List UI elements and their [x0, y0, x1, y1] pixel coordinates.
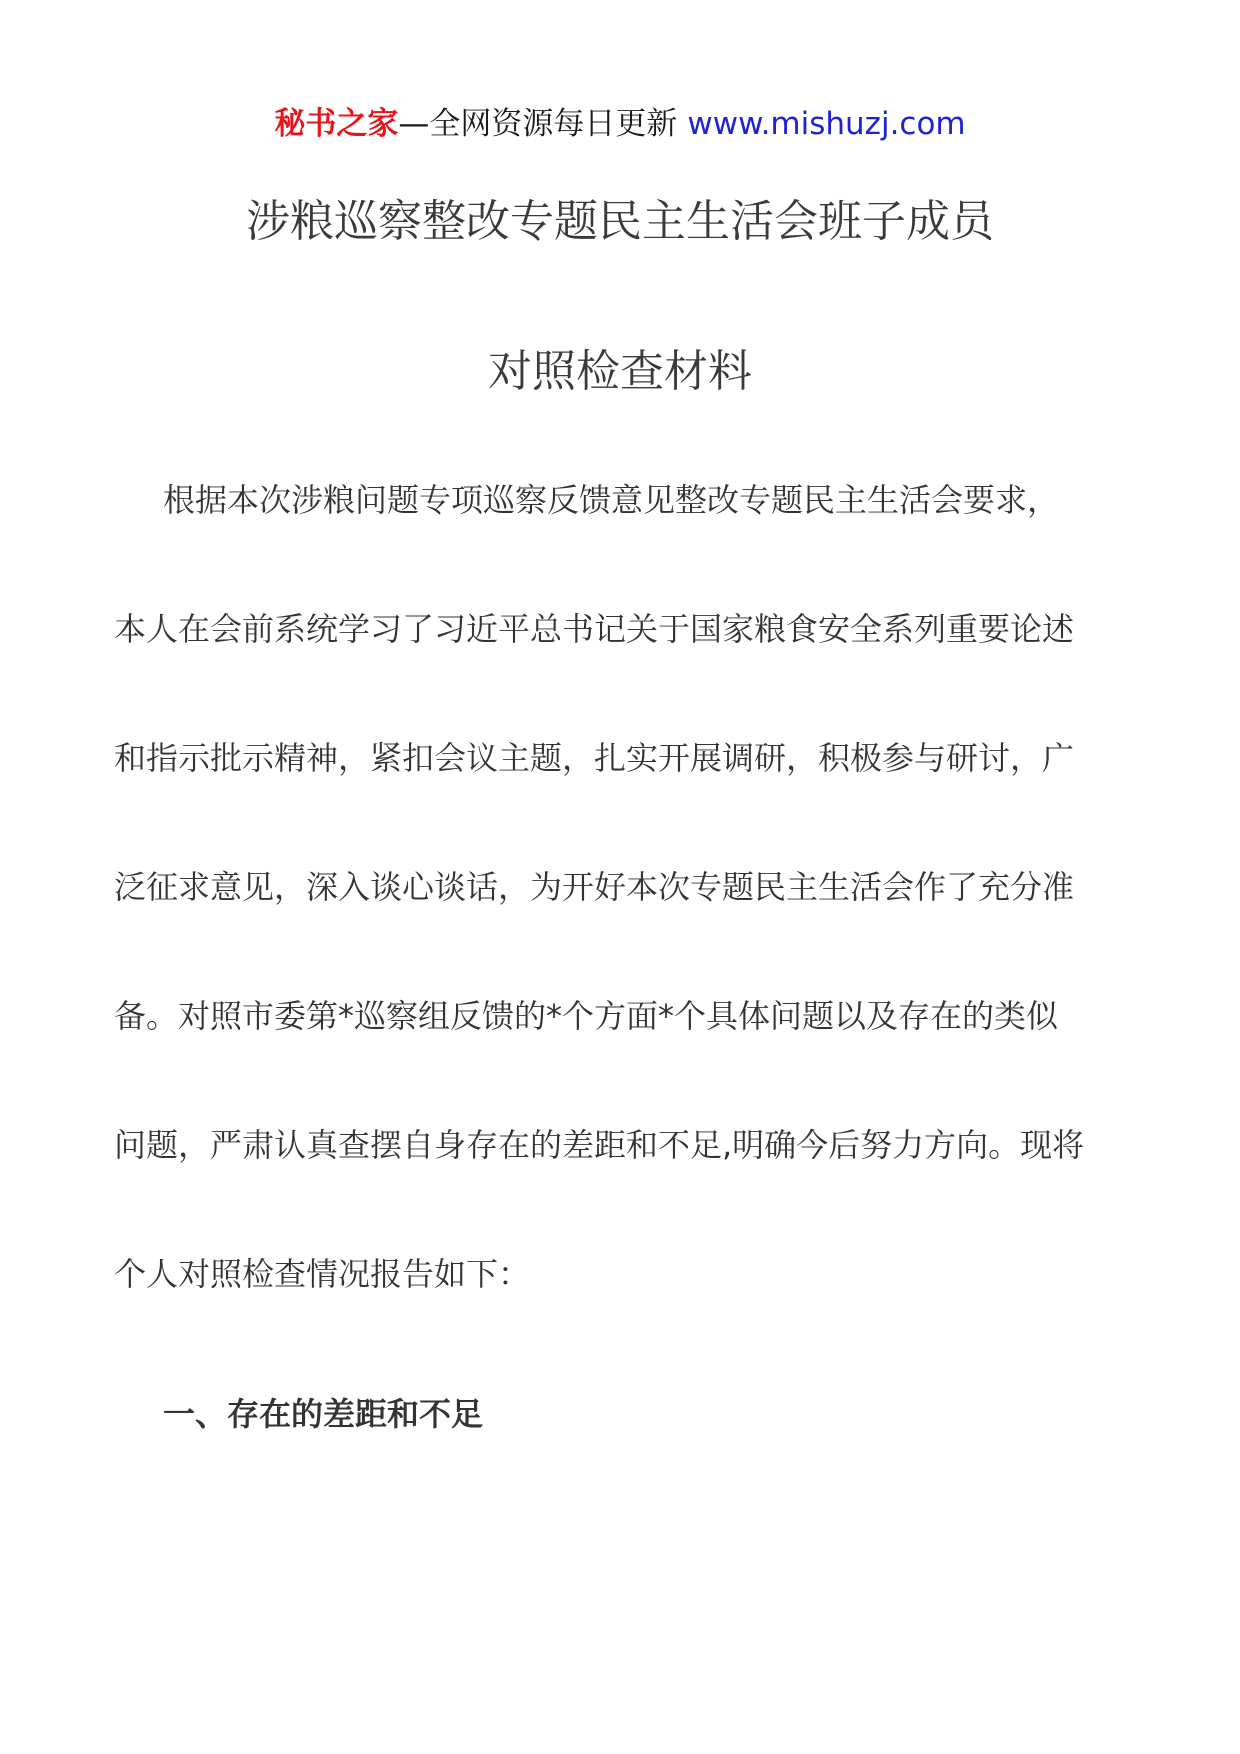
- document-title-line-2: 对照检查材料: [488, 346, 752, 397]
- intro-line-4: 泛征求意见，深入谈心谈话，为开好本次专题民主生活会作了充分准: [114, 868, 1075, 906]
- intro-line-5: 备。对照市委第*巡察组反馈的*个方面*个具体问题以及存在的类似: [114, 997, 1059, 1035]
- intro-line-7: 个人对照检查情况报告如下：: [114, 1255, 531, 1293]
- intro-line-3: 和指示批示精神，紧扣会议主题，扎实开展调研，积极参与研讨，广: [114, 739, 1075, 777]
- section-heading: 一、存在的差距和不足: [163, 1395, 484, 1433]
- intro-line-6: 问题，严肃认真查摆自身存在的差距和不足,明确今后努力方向。现将: [114, 1126, 1085, 1164]
- intro-line-2: 本人在会前系统学习了习近平总书记关于国家粮食安全系列重要论述: [114, 610, 1075, 648]
- document-title-line-1: 涉粮巡察整改专题民主生活会班子成员: [246, 196, 994, 247]
- site-url-link[interactable]: www.mishuzj.com: [687, 106, 966, 142]
- intro-line-1: 根据本次涉粮问题专项巡察反馈意见整改专题民主生活会要求，: [163, 481, 1060, 519]
- brand-name: 秘书之家: [274, 106, 399, 142]
- site-banner: [0, 102, 1240, 146]
- banner-tagline: —全网资源每日更新: [398, 106, 678, 142]
